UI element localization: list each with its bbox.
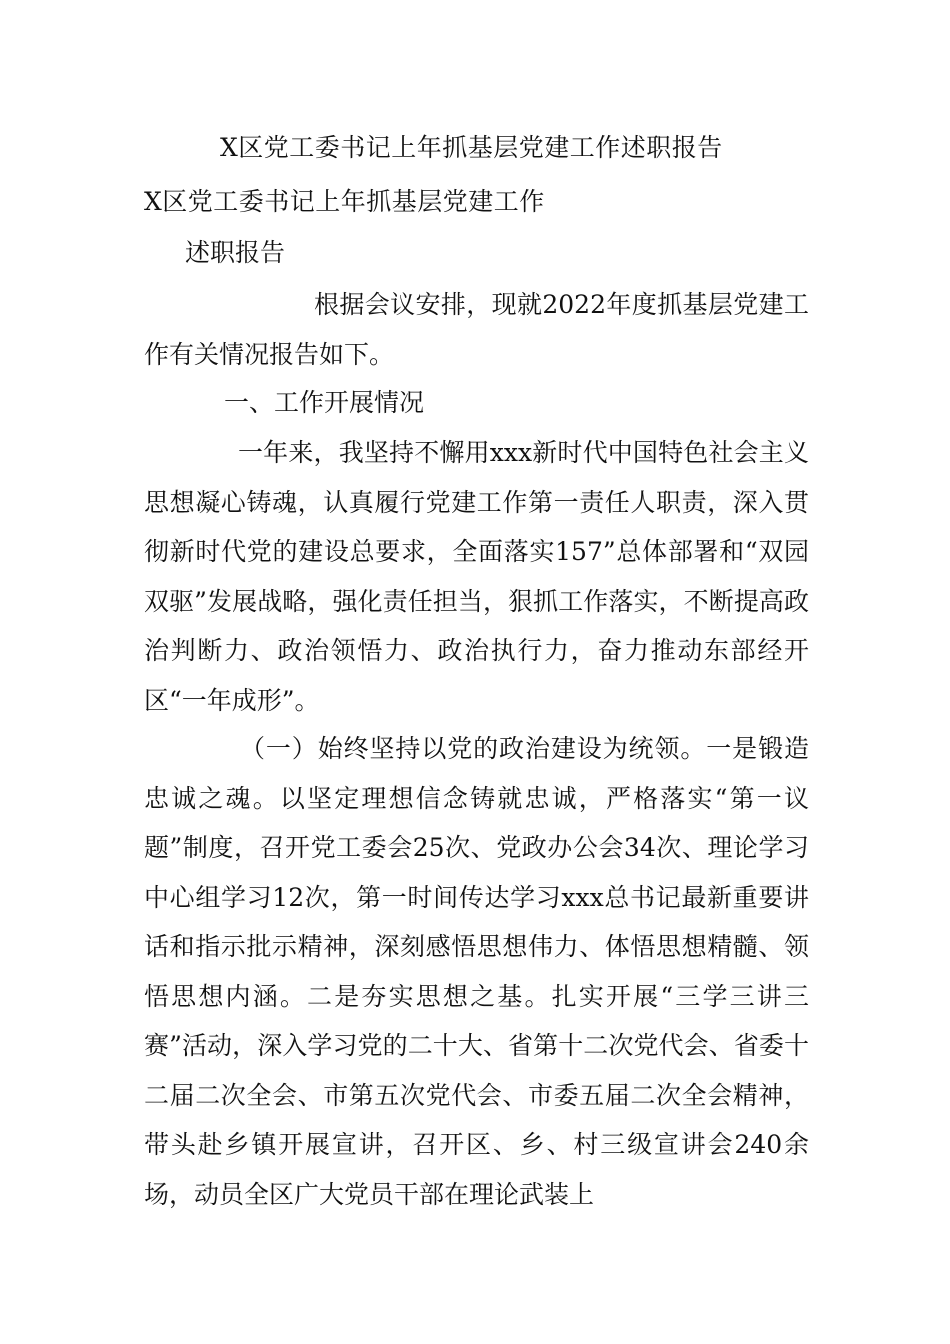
section-heading: 一、工作开展情况 bbox=[224, 388, 425, 417]
body-paragraph: （一）始终坚持以党的政治建设为统领。一是锻造忠诚之魂。以坚定理想信念铸就忠诚，严格落实“第一议题”制度，召开党工委会25次、党政办公会34次、理论学习中心组学习12次，第一时间传达学习xxx总书记最新重要讲话和指示批示精神，深刻感悟思想伟力、体悟思想精髓、领悟思想内涵。二是夯实思想之基。扎实开展“三学三讲三赛”活动，深入学习党的二十大、省第十二次党代会、省委十二届二次全会、市第五次党代会、市委五届二次全会精神，带头赴乡镇开展宣讲，召开区、乡、村三级宣讲会240余场，动员全区广大党员干部在理论武装上 bbox=[144, 734, 809, 1209]
body-paragraph: 一年来，我坚持不懈用xxx新时代中国特色社会主义思想凝心铸魂，认真履行党建工作第一责任人职责，深入贯彻新时代党的建设总要求，全面落实157”总体部署和“双园双驱”发展战略，强化责任担当，狠抓工作落实，不断提高政治判断力、政治领悟力、政治执行力，奋力推动东部经开区“一年成形”。 bbox=[144, 438, 809, 715]
document-subtitle: X区党工委书记上年抓基层党建工作 bbox=[144, 187, 545, 216]
document-subtitle-continued: 述职报告 bbox=[185, 238, 286, 267]
document-title: X区党工委书记上年抓基层党建工作述职报告 bbox=[220, 133, 723, 162]
intro-paragraph: 根据会议安排，现就2022年度抓基层党建工作有关情况报告如下。 bbox=[144, 290, 809, 369]
